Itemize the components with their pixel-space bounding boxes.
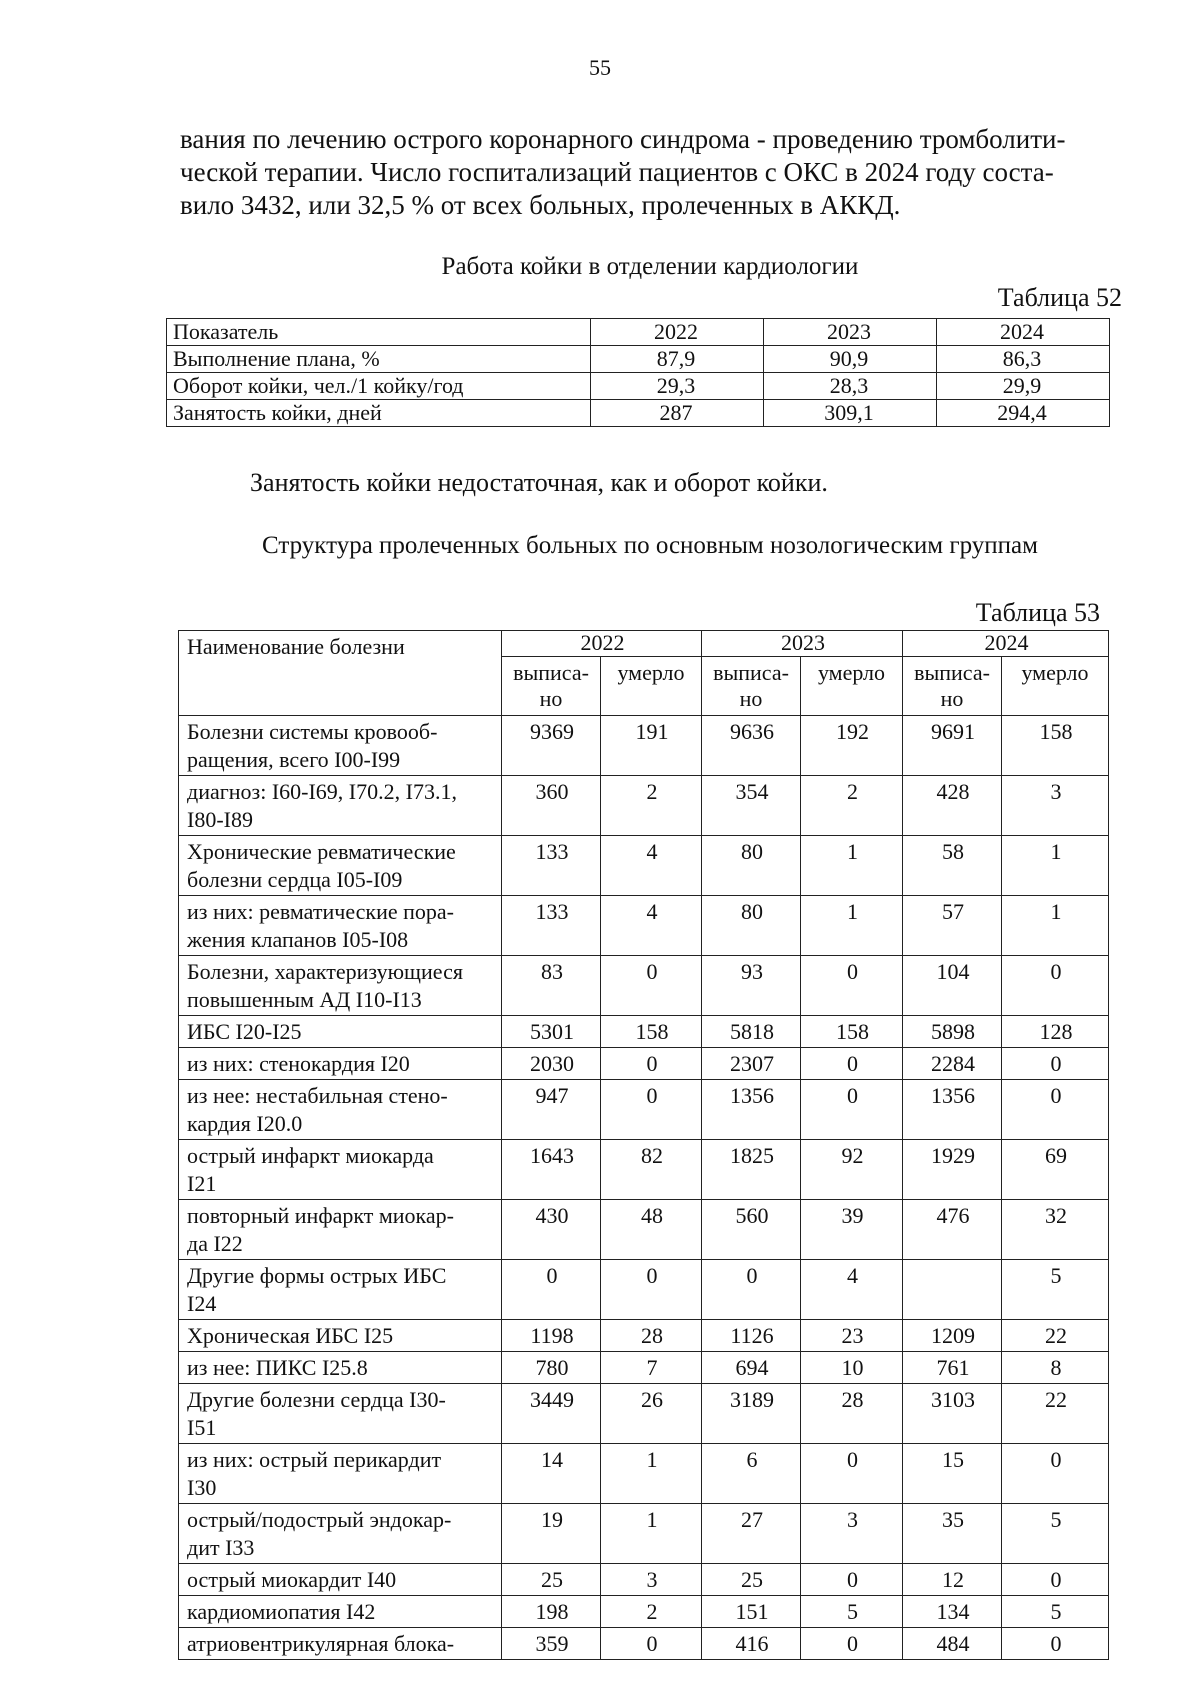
table53-value-cell: 0 [1002, 1628, 1109, 1660]
table52-caption: Работа койки в отделении кардиологии [441, 253, 859, 280]
table53-value-cell: 428 [903, 776, 1002, 836]
table53-value-cell: 5 [801, 1596, 903, 1628]
table52-row [167, 346, 1110, 373]
table52-header-row [167, 319, 1110, 346]
table53-value-cell: 2 [601, 1596, 702, 1628]
table53 [178, 630, 1109, 1660]
table53-value-cell: 761 [903, 1352, 1002, 1384]
table53-value-cell: 2284 [903, 1048, 1002, 1080]
table53-row [179, 896, 1109, 956]
table53-value-cell: 694 [702, 1352, 801, 1384]
table53-value-cell: 360 [502, 776, 601, 836]
table52-value-cell: 86,3 [937, 346, 1110, 373]
table53-value-cell: 3189 [702, 1384, 801, 1444]
table53-disease-cell: Другие болезни сердца I30- I51 [179, 1384, 502, 1444]
table53-value-cell: 5 [1002, 1260, 1109, 1320]
table53-value-cell: 476 [903, 1200, 1002, 1260]
table53-value-cell: 1 [801, 836, 903, 896]
table52 [166, 318, 1110, 427]
table53-discharged-header: выписа- но [702, 657, 801, 716]
table53-row [179, 1260, 1109, 1320]
table53-value-cell: 28 [601, 1320, 702, 1352]
table52-value-cell: 309,1 [764, 400, 937, 427]
table53-value-cell: 19 [502, 1504, 601, 1564]
table52-value-cell: 287 [591, 400, 764, 427]
table53-value-cell: 4 [601, 836, 702, 896]
table53-row [179, 1596, 1109, 1628]
table53-discharged-header: выписа- но [502, 657, 601, 716]
table53-value-cell: 484 [903, 1628, 1002, 1660]
table53-value-cell: 0 [801, 1564, 903, 1596]
table53-disease-cell: из них: стенокардия I20 [179, 1048, 502, 1080]
table53-year-header: 2024 [903, 631, 1109, 657]
table53-value-cell: 134 [903, 1596, 1002, 1628]
table53-value-cell: 104 [903, 956, 1002, 1016]
table53-value-cell: 25 [702, 1564, 801, 1596]
table53-row [179, 716, 1109, 776]
table53-value-cell: 2030 [502, 1048, 601, 1080]
table53-discharged-header: выписа- но [903, 657, 1002, 716]
table53-value-cell: 83 [502, 956, 601, 1016]
table52-header-cell: 2023 [764, 319, 937, 346]
table53-disease-cell: острый/подострый эндокар- дит I33 [179, 1504, 502, 1564]
table53-row [179, 1444, 1109, 1504]
intro-line: вило 3432, или 32,5 % от всех больных, пролеченных в АККД. [180, 190, 901, 220]
table53-disease-cell: острый инфаркт миокарда I21 [179, 1140, 502, 1200]
table53-value-cell: 1 [601, 1444, 702, 1504]
table53-value-cell: 0 [1002, 1048, 1109, 1080]
table53-row [179, 1200, 1109, 1260]
table53-value-cell: 0 [601, 1080, 702, 1140]
table53-value-cell: 1 [601, 1504, 702, 1564]
table53-value-cell: 0 [601, 1260, 702, 1320]
page-number: 55 [589, 55, 611, 80]
table53-value-cell: 9636 [702, 716, 801, 776]
table53-value-cell: 2 [801, 776, 903, 836]
table53-value-cell: 4 [801, 1260, 903, 1320]
table53-value-cell: 0 [801, 1444, 903, 1504]
table53-value-cell: 10 [801, 1352, 903, 1384]
table52-label-cell: Оборот койки, чел./1 койку/год [167, 373, 591, 400]
table53-value-cell: 780 [502, 1352, 601, 1384]
table53-row [179, 836, 1109, 896]
table53-value-cell: 0 [801, 956, 903, 1016]
table53-value-cell: 22 [1002, 1384, 1109, 1444]
table52-value-cell: 28,3 [764, 373, 937, 400]
table53-value-cell: 92 [801, 1140, 903, 1200]
table52-value-cell: 294,4 [937, 400, 1110, 427]
table53-value-cell: 5301 [502, 1016, 601, 1048]
table53-disease-cell: ИБС I20-I25 [179, 1016, 502, 1048]
table53-value-cell: 0 [1002, 956, 1109, 1016]
table53-disease-cell: повторный инфаркт миокар- да I22 [179, 1200, 502, 1260]
table53-year-header: 2023 [702, 631, 903, 657]
table53-year-header-row [179, 631, 1109, 657]
table53-value-cell: 560 [702, 1200, 801, 1260]
table53-value-cell: 1126 [702, 1320, 801, 1352]
table52-header-cell: 2024 [937, 319, 1110, 346]
table53-value-cell: 9691 [903, 716, 1002, 776]
table53-row [179, 1140, 1109, 1200]
table53-value-cell: 12 [903, 1564, 1002, 1596]
table53-disease-cell: кардиомиопатия I42 [179, 1596, 502, 1628]
table53-value-cell: 3 [601, 1564, 702, 1596]
table53-value-cell: 151 [702, 1596, 801, 1628]
table53-value-cell: 5 [1002, 1596, 1109, 1628]
table53-row [179, 1504, 1109, 1564]
intro-line: ческой терапии. Число госпитализаций пациентов с ОКС в 2024 году соста- [180, 157, 1054, 187]
table53-value-cell: 14 [502, 1444, 601, 1504]
table53-row [179, 1564, 1109, 1596]
table52-value-cell: 29,9 [937, 373, 1110, 400]
table53-value-cell: 5818 [702, 1016, 801, 1048]
table53-value-cell: 3103 [903, 1384, 1002, 1444]
table53-row [179, 1016, 1109, 1048]
table53-value-cell: 8 [1002, 1352, 1109, 1384]
table53-row [179, 1080, 1109, 1140]
table52-header-cell: 2022 [591, 319, 764, 346]
table53-value-cell: 158 [1002, 716, 1109, 776]
table53-value-cell: 93 [702, 956, 801, 1016]
table53-value-cell: 23 [801, 1320, 903, 1352]
table53-value-cell: 0 [1002, 1564, 1109, 1596]
table53-value-cell: 354 [702, 776, 801, 836]
table53-value-cell: 1209 [903, 1320, 1002, 1352]
table53-value-cell: 25 [502, 1564, 601, 1596]
table53-value-cell: 7 [601, 1352, 702, 1384]
table53-number: Таблица 53 [975, 598, 1100, 627]
table53-value-cell: 359 [502, 1628, 601, 1660]
table53-value-cell: 3 [1002, 776, 1109, 836]
table53-value-cell: 32 [1002, 1200, 1109, 1260]
table53-value-cell: 80 [702, 836, 801, 896]
table53-value-cell: 1 [1002, 896, 1109, 956]
table53-value-cell: 4 [601, 896, 702, 956]
table53-value-cell: 39 [801, 1200, 903, 1260]
bed-note: Занятость койки недостаточная, как и оборот койки. [250, 468, 828, 497]
table53-value-cell: 57 [903, 896, 1002, 956]
table53-row [179, 1352, 1109, 1384]
table53-value-cell: 15 [903, 1444, 1002, 1504]
table52-number: Таблица 52 [997, 283, 1122, 312]
table53-value-cell: 416 [702, 1628, 801, 1660]
table53-value-cell: 5898 [903, 1016, 1002, 1048]
table53-value-cell: 82 [601, 1140, 702, 1200]
table53-disease-cell: из нее: ПИКС I25.8 [179, 1352, 502, 1384]
intro-paragraph [180, 123, 1120, 222]
table53-value-cell: 0 [601, 956, 702, 1016]
table53-row [179, 1048, 1109, 1080]
table53-value-cell: 0 [1002, 1080, 1109, 1140]
table53-died-header: умерло [801, 657, 903, 716]
table53-value-cell: 0 [502, 1260, 601, 1320]
table53-disease-cell: острый миокардит I40 [179, 1564, 502, 1596]
table53-value-cell: 2 [601, 776, 702, 836]
table53-value-cell: 1356 [903, 1080, 1002, 1140]
table53-value-cell: 1825 [702, 1140, 801, 1200]
table53-died-header: умерло [1002, 657, 1109, 716]
table52-header-cell: Показатель [167, 319, 591, 346]
table53-value-cell [903, 1260, 1002, 1320]
table53-disease-cell: Болезни, характеризующиеся повышенным АД I10-I13 [179, 956, 502, 1016]
table53-row [179, 956, 1109, 1016]
table53-row [179, 776, 1109, 836]
table53-value-cell: 1198 [502, 1320, 601, 1352]
table53-value-cell: 0 [601, 1628, 702, 1660]
intro-line: вания по лечению острого коронарного синдрома - проведению тромболити- [180, 124, 1066, 154]
table53-row [179, 1320, 1109, 1352]
table52-value-cell: 90,9 [764, 346, 937, 373]
table53-value-cell: 48 [601, 1200, 702, 1260]
table53-disease-cell: из них: ревматические пора- жения клапанов I05-I08 [179, 896, 502, 956]
table53-disease-cell: из нее: нестабильная стено- кардия I20.0 [179, 1080, 502, 1140]
table53-row [179, 1628, 1109, 1660]
table53-value-cell: 27 [702, 1504, 801, 1564]
table52-label-cell: Выполнение плана, % [167, 346, 591, 373]
table53-disease-cell: диагноз: I60-I69, I70.2, I73.1, I80-I89 [179, 776, 502, 836]
table53-value-cell: 0 [1002, 1444, 1109, 1504]
table52-value-cell: 87,9 [591, 346, 764, 373]
table53-disease-cell: Другие формы острых ИБС I24 [179, 1260, 502, 1320]
table53-value-cell: 3 [801, 1504, 903, 1564]
table53-value-cell: 3449 [502, 1384, 601, 1444]
table53-value-cell: 80 [702, 896, 801, 956]
table53-value-cell: 158 [801, 1016, 903, 1048]
table53-disease-cell: Хроническая ИБС I25 [179, 1320, 502, 1352]
table53-value-cell: 5 [1002, 1504, 1109, 1564]
table53-value-cell: 28 [801, 1384, 903, 1444]
table53-value-cell: 198 [502, 1596, 601, 1628]
table53-value-cell: 133 [502, 896, 601, 956]
table52-label-cell: Занятость койки, дней [167, 400, 591, 427]
table53-value-cell: 0 [801, 1628, 903, 1660]
table53-disease-cell: Болезни системы кровооб- ращения, всего I00-I99 [179, 716, 502, 776]
table53-value-cell: 1 [1002, 836, 1109, 896]
table53-value-cell: 6 [702, 1444, 801, 1504]
table53-value-cell: 58 [903, 836, 1002, 896]
table52-row [167, 373, 1110, 400]
table53-year-header: 2022 [502, 631, 702, 657]
table53-value-cell: 133 [502, 836, 601, 896]
table53-value-cell: 430 [502, 1200, 601, 1260]
table53-value-cell: 0 [601, 1048, 702, 1080]
table53-value-cell: 947 [502, 1080, 601, 1140]
table53-disease-cell: из них: острый перикардит I30 [179, 1444, 502, 1504]
table53-value-cell: 191 [601, 716, 702, 776]
table53-value-cell: 1356 [702, 1080, 801, 1140]
table53-disease-cell: Хронические ревматические болезни сердца I05-I09 [179, 836, 502, 896]
table53-died-header: умерло [601, 657, 702, 716]
table53-value-cell: 1643 [502, 1140, 601, 1200]
table53-value-cell: 0 [801, 1048, 903, 1080]
table53-value-cell: 22 [1002, 1320, 1109, 1352]
table53-row [179, 1384, 1109, 1444]
table53-value-cell: 158 [601, 1016, 702, 1048]
table53-value-cell: 1 [801, 896, 903, 956]
table53-value-cell: 0 [801, 1080, 903, 1140]
table53-value-cell: 35 [903, 1504, 1002, 1564]
table53-value-cell: 26 [601, 1384, 702, 1444]
table53-value-cell: 9369 [502, 716, 601, 776]
table53-value-cell: 2307 [702, 1048, 801, 1080]
table53-caption: Структура пролеченных больных по основным нозологическим группам [262, 532, 1038, 559]
table53-value-cell: 192 [801, 716, 903, 776]
table53-value-cell: 0 [702, 1260, 801, 1320]
table53-value-cell: 128 [1002, 1016, 1109, 1048]
table53-name-header: Наименование болезни [179, 631, 502, 716]
table52-row [167, 400, 1110, 427]
table53-value-cell: 69 [1002, 1140, 1109, 1200]
table53-value-cell: 1929 [903, 1140, 1002, 1200]
table53-disease-cell: атриовентрикулярная блока- [179, 1628, 502, 1660]
table52-value-cell: 29,3 [591, 373, 764, 400]
